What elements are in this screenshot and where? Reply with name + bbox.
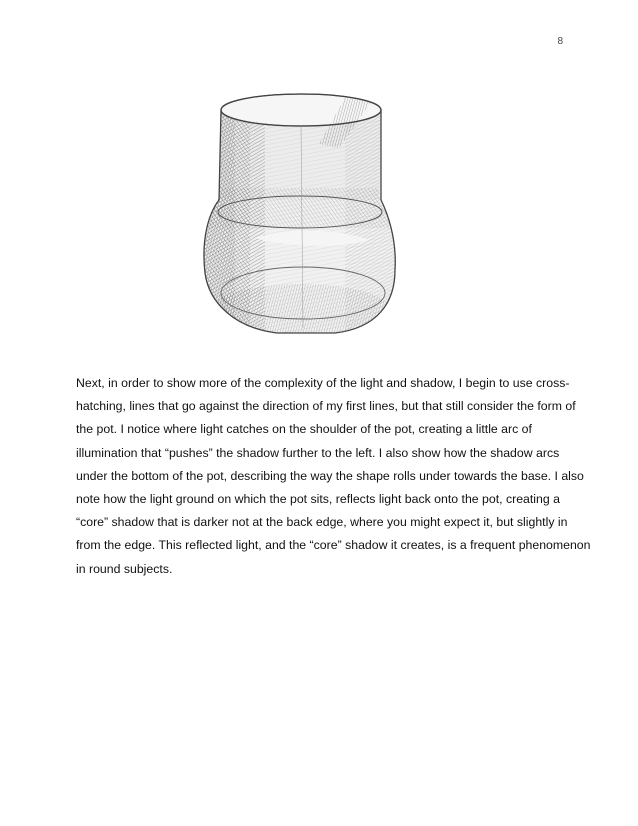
body-paragraph [76,372,591,581]
body-line: under the bottom of the pot, describing the way the shape rolls under towards the base. I also [76,468,584,483]
body-line: hatching, lines that go against the direction of my first lines, but that still consider the form of [76,399,576,414]
body-line: Next, in order to show more of the complexity of the light and shadow, I begin to use cross- [76,376,570,390]
body-line: illumination that “pushes” the shadow further to the left. I also show how the shadow arcs [76,445,560,460]
body-line: note how the light ground on which the pot sits, reflects light back onto the pot, creating a [76,492,560,507]
body-line: in round subjects. [76,561,173,576]
body-line: the pot. I notice where light catches on the shoulder of the pot, creating a little arc of [76,422,532,437]
body-line: from the edge. This reflected light, and the “core” shadow it creates, is a frequent phenomenon [76,538,591,553]
page-number: 8 [557,36,563,47]
pencil-sketch-pot-illustration [195,88,420,350]
pot-sketch-figure [195,88,420,350]
body-line: “core” shadow that is darker not at the back edge, where you might expect it, but slightly in [76,515,568,530]
